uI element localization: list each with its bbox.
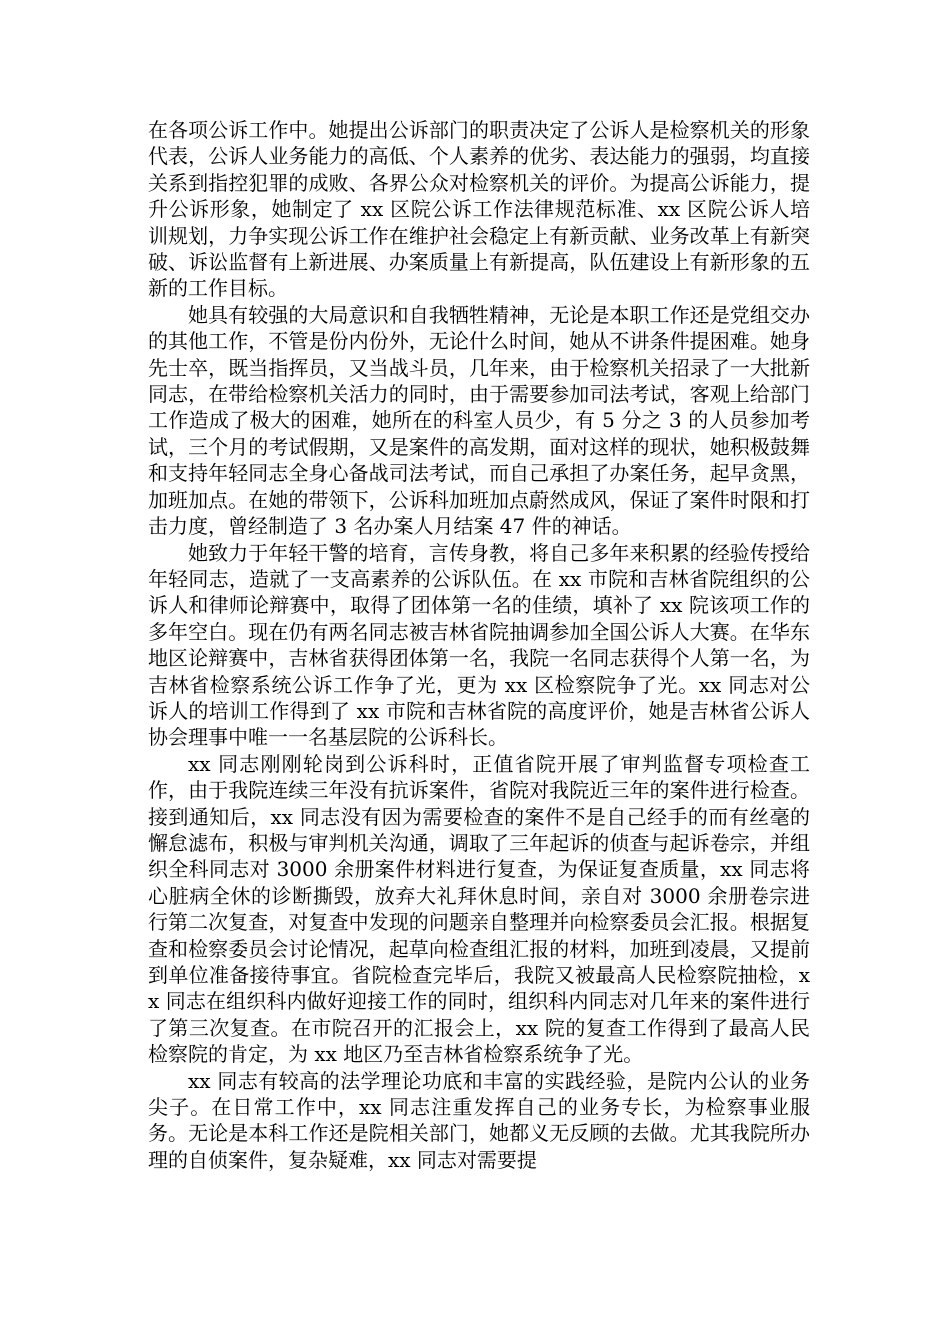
- paragraph: xx 同志刚刚轮岗到公诉科时，正值省院开展了审判监督专项检查工作，由于我院连续三年没有抗诉案件，省院对我院近三年的案件进行检查。接到通知后，xx 同志没有因为需要检查的案件不是自己经手的而有丝毫的懈怠滤布，积极与审判机关沟通，调取了三年起诉的侦查与起诉卷宗，并组织全科同志对 3000 余册案件材料进行复查，为保证复查质量，xx 同志将心脏病全休的诊断撕毁，放弃大礼拜休息时间，亲自对 3000 余册卷宗进行第二次复查，对复查中发现的问题亲自整理并向检察委员会汇报。根据复查和检察委员会讨论情况，起草向检查组汇报的材料，加班到凌晨，又提前到单位准备接待事宜。省院检查完毕后，我院又被最高人民检察院抽检，xx 同志在组织科内做好迎接工作的同时，组织科内同志对几年来的案件进行了第三次复查。在市院召开的汇报会上，xx 院的复查工作得到了最高人民检察院的肯定，为 xx 地区乃至吉林省检察系统争了光。: [148, 751, 810, 1067]
- paragraph: 她具有较强的大局意识和自我牺牲精神，无论是本职工作还是党组交办的其他工作，不管是份内份外，无论什么时间，她从不讲条件提困难。她身先士卒，既当指挥员，又当战斗员，几年来，由于检察机关招录了一大批新同志，在带给检察机关活力的同时，由于需要参加司法考试，客观上给部门工作造成了极大的困难，她所在的科室人员少，有 5 分之 3 的人员参加考试，三个月的考试假期，又是案件的高发期，面对这样的现状，她积极鼓舞和支持年轻同志全身心备战司法考试，而自己承担了办案任务，起早贪黑，加班加点。在她的带领下，公诉科加班加点蔚然成风，保证了案件时限和打击力度，曾经制造了 3 名办案人月结案 47 件的神话。: [148, 302, 810, 539]
- paragraph: 她致力于年轻干警的培育，言传身教，将自己多年来积累的经验传授给年轻同志，造就了一支高素养的公诉队伍。在 xx 市院和吉林省院组织的公诉人和律师论辩赛中，取得了团体第一名的佳绩，填补了 xx 院该项工作的多年空白。现在仍有两名同志被吉林省院抽调参加全国公诉人大赛。在华东地区论辩赛中，吉林省获得团体第一名，我院一名同志获得个人第一名，为吉林省检察系统公诉工作争了光，更为 xx 区检察院争了光。xx 同志对公诉人的培训工作得到了 xx 市院和吉林省院的高度评价，她是吉林省公诉人协会理事中唯一一名基层院的公诉科长。: [148, 540, 810, 750]
- document-page: [148, 117, 810, 1173]
- paragraph: 在各项公诉工作中。她提出公诉部门的职责决定了公诉人是检察机关的形象代表，公诉人业务能力的高低、个人素养的优劣、表达能力的强弱，均直接关系到指控犯罪的成败、各界公众对检察机关的评价。为提高公诉能力，提升公诉形象，她制定了 xx 区院公诉工作法律规范标准、xx 区院公诉人培训规划，力争实现公诉工作在维护社会稳定上有新贡献、业务改革上有新突破、诉讼监督有上新进展、办案质量上有新提高，队伍建设上有新形象的五新的工作目标。: [148, 118, 810, 301]
- paragraph: xx 同志有较高的法学理论功底和丰富的实践经验，是院内公认的业务尖子。在日常工作中，xx 同志注重发挥自己的业务专长，为检察事业服务。无论是本科工作还是院相关部门，她都义无反顾的去做。尤其我院所办理的自侦案件，复杂疑难，xx 同志对需要提: [148, 1068, 810, 1172]
